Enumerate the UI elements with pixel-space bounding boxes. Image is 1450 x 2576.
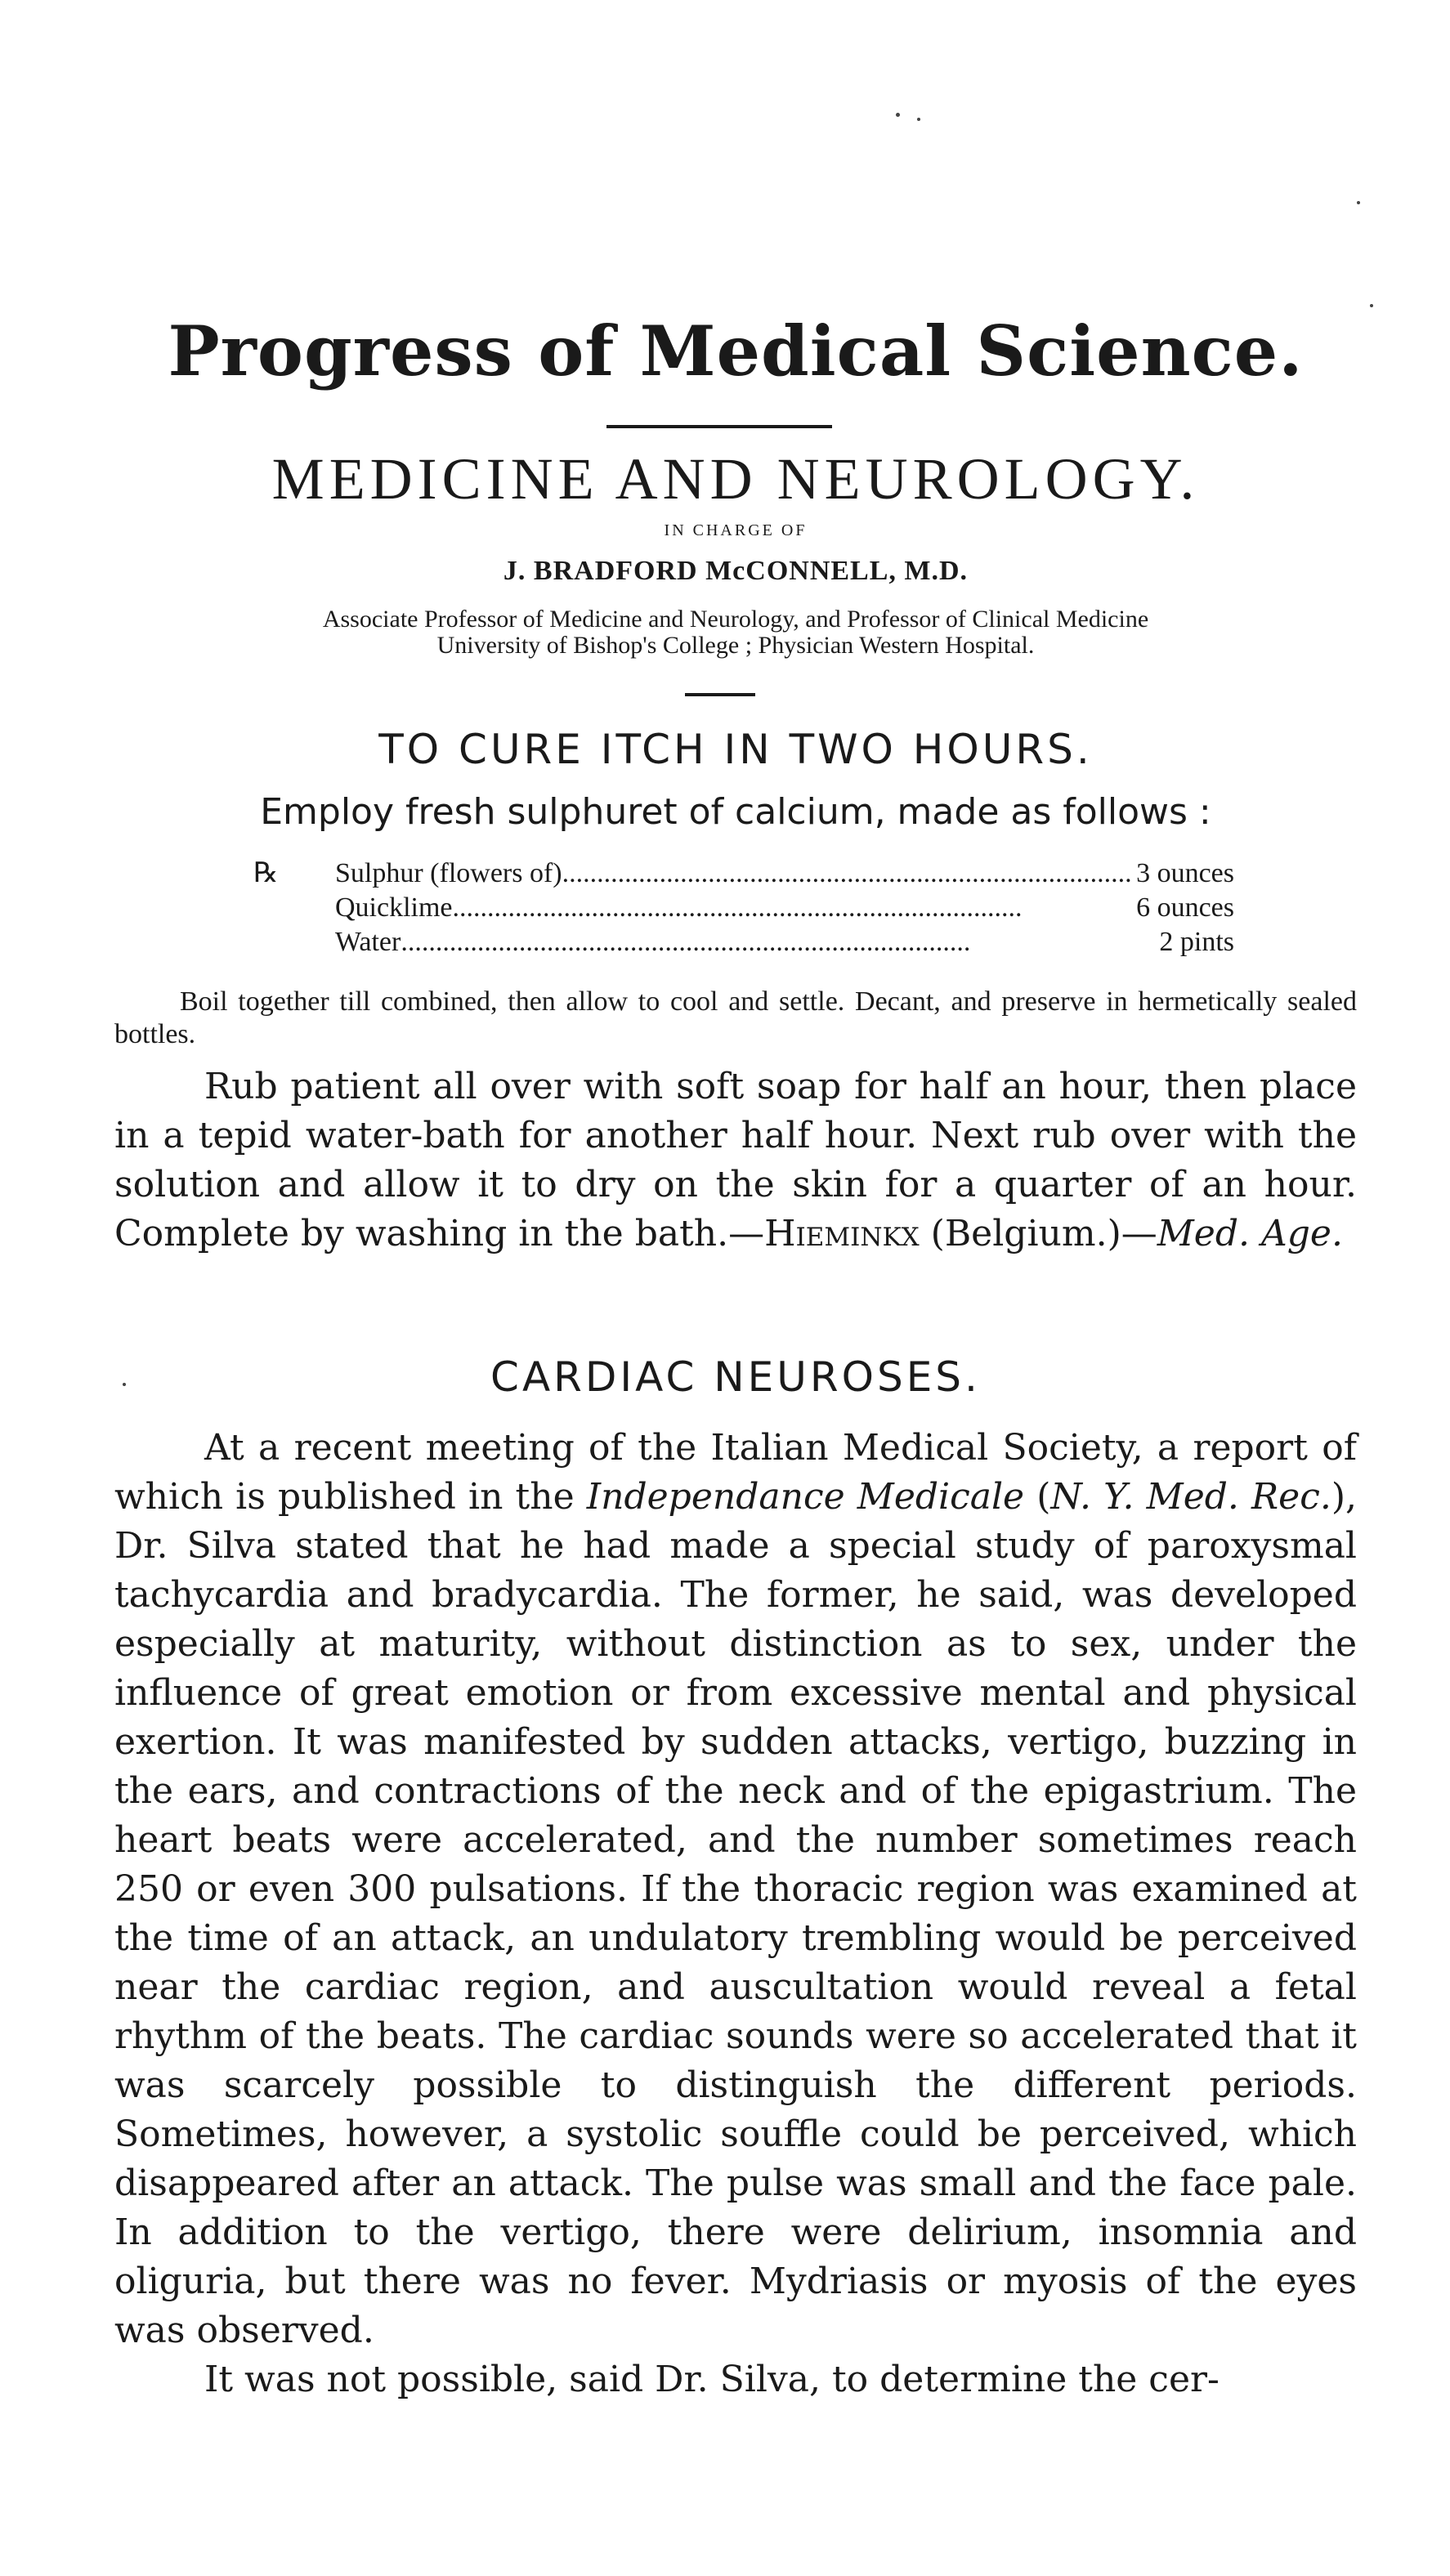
leader-dots: .................................................................................. (452, 892, 1023, 923)
recipe-ingredient: Sulphur (flowers of) (335, 858, 562, 888)
speck-mark (1370, 304, 1373, 307)
editor-name: J. BRADFORD McCONNELL, M.D. (503, 556, 969, 586)
author-name: Hieminkx (764, 1213, 920, 1254)
leader-dots: .................................................................................. (562, 858, 1132, 888)
affiliation-line: Associate Professor of Medicine and Neurology, and Professor of Clinical Medicine (322, 606, 1149, 633)
paragraph (114, 1062, 1357, 1259)
leader-dots: .................................................................................. (401, 927, 971, 957)
article-body (114, 1062, 1357, 1259)
recipe-quantity: 2 pints (1159, 927, 1234, 957)
article-body (114, 1424, 1357, 2404)
paragraph-text: ), Dr. Silva stated that he had made a special study of paroxysmal tachycardia and bradycardia. The former, he said, was developed especially at maturity, without distinction as to sex, under the influence of great emotion or from excessive mental and physical exertion. It was manifested by sudden attacks, vertigo, buzzing in the ears, and contractions of the neck and of the epigastrium. The heart beats were accelerated, and the number sometimes reach 250 or even 300 pulsations. If the thoracic region was examined at the time of an attack, an undulatory trembling would be perceived near the cardiac region, and auscultation would reveal a fetal rhythm of the beats. The cardiac sounds were so accelerated that it was scarcely possible to distinguish the different periods. Sometimes, however, a systolic souffle could be perceived, which disappeared after an attack. The pulse was small and the face pale. In addition to the vertigo, there were delirium, insomnia and oliguria, but there was no fever. Mydriasis or myosis of the eyes was observed. (114, 1476, 1357, 2351)
recipe-lead: Employ fresh sulphuret of calcium, made as follows : (260, 791, 1211, 833)
recipe-row (253, 891, 1234, 925)
paragraph (114, 2355, 1357, 2404)
paragraph-text: ( (1024, 1476, 1051, 1518)
paragraph-text: It was not possible, said Dr. Silva, to determine the cer- (204, 2359, 1220, 2400)
recipe-ingredient: Water (335, 927, 401, 957)
recipe-symbol: ℞ (253, 858, 279, 888)
source-citation: Med. Age. (1157, 1213, 1343, 1254)
speck-mark (917, 118, 920, 121)
paragraph-text: Rub patient all over with soft soap for half an hour, then place in a tepid water-bath for another half hour. Next rub over with the solution and allow it to dry on the skin for a quarter of an hour. Complete by washing in the bath.— (114, 1066, 1357, 1254)
speck-mark (896, 113, 900, 117)
section-title: MEDICINE AND NEUROLOGY. (271, 446, 1200, 512)
title-rule (606, 425, 832, 428)
page-title: Progress of Medical Science. (168, 311, 1304, 391)
affiliation-line: University of Bishop's College ; Physician Western Hospital. (436, 632, 1035, 659)
paragraph-text: At a recent meeting of the Italian Medical Society, a report of which is published in the (114, 1427, 1357, 1518)
article-heading: TO CURE ITCH IN TWO HOURS. (378, 726, 1093, 773)
recipe-row (253, 856, 1234, 891)
recipe-quantity: 3 ounces (1136, 858, 1234, 888)
recipe-ingredient: Quicklime (335, 892, 453, 923)
recipe-note: Boil together till combined, then allow to cool and settle. Decant, and preserve in hermetically sealed bottles. (114, 986, 1357, 1049)
recipe-row (253, 925, 1234, 959)
speck-mark (1357, 201, 1360, 204)
paragraph (114, 1424, 1357, 2355)
editor-affiliation (114, 606, 1357, 659)
recipe-quantity: 6 ounces (1136, 892, 1234, 923)
journal-citation: N. Y. Med. Rec. (1050, 1476, 1331, 1518)
header-rule (685, 693, 755, 696)
article-heading: CARDIAC NEUROSES. (490, 1353, 981, 1401)
author-country: (Belgium.)— (919, 1213, 1157, 1254)
in-charge-label: IN CHARGE OF (664, 521, 808, 539)
journal-citation: Independance Medicale (586, 1476, 1025, 1518)
